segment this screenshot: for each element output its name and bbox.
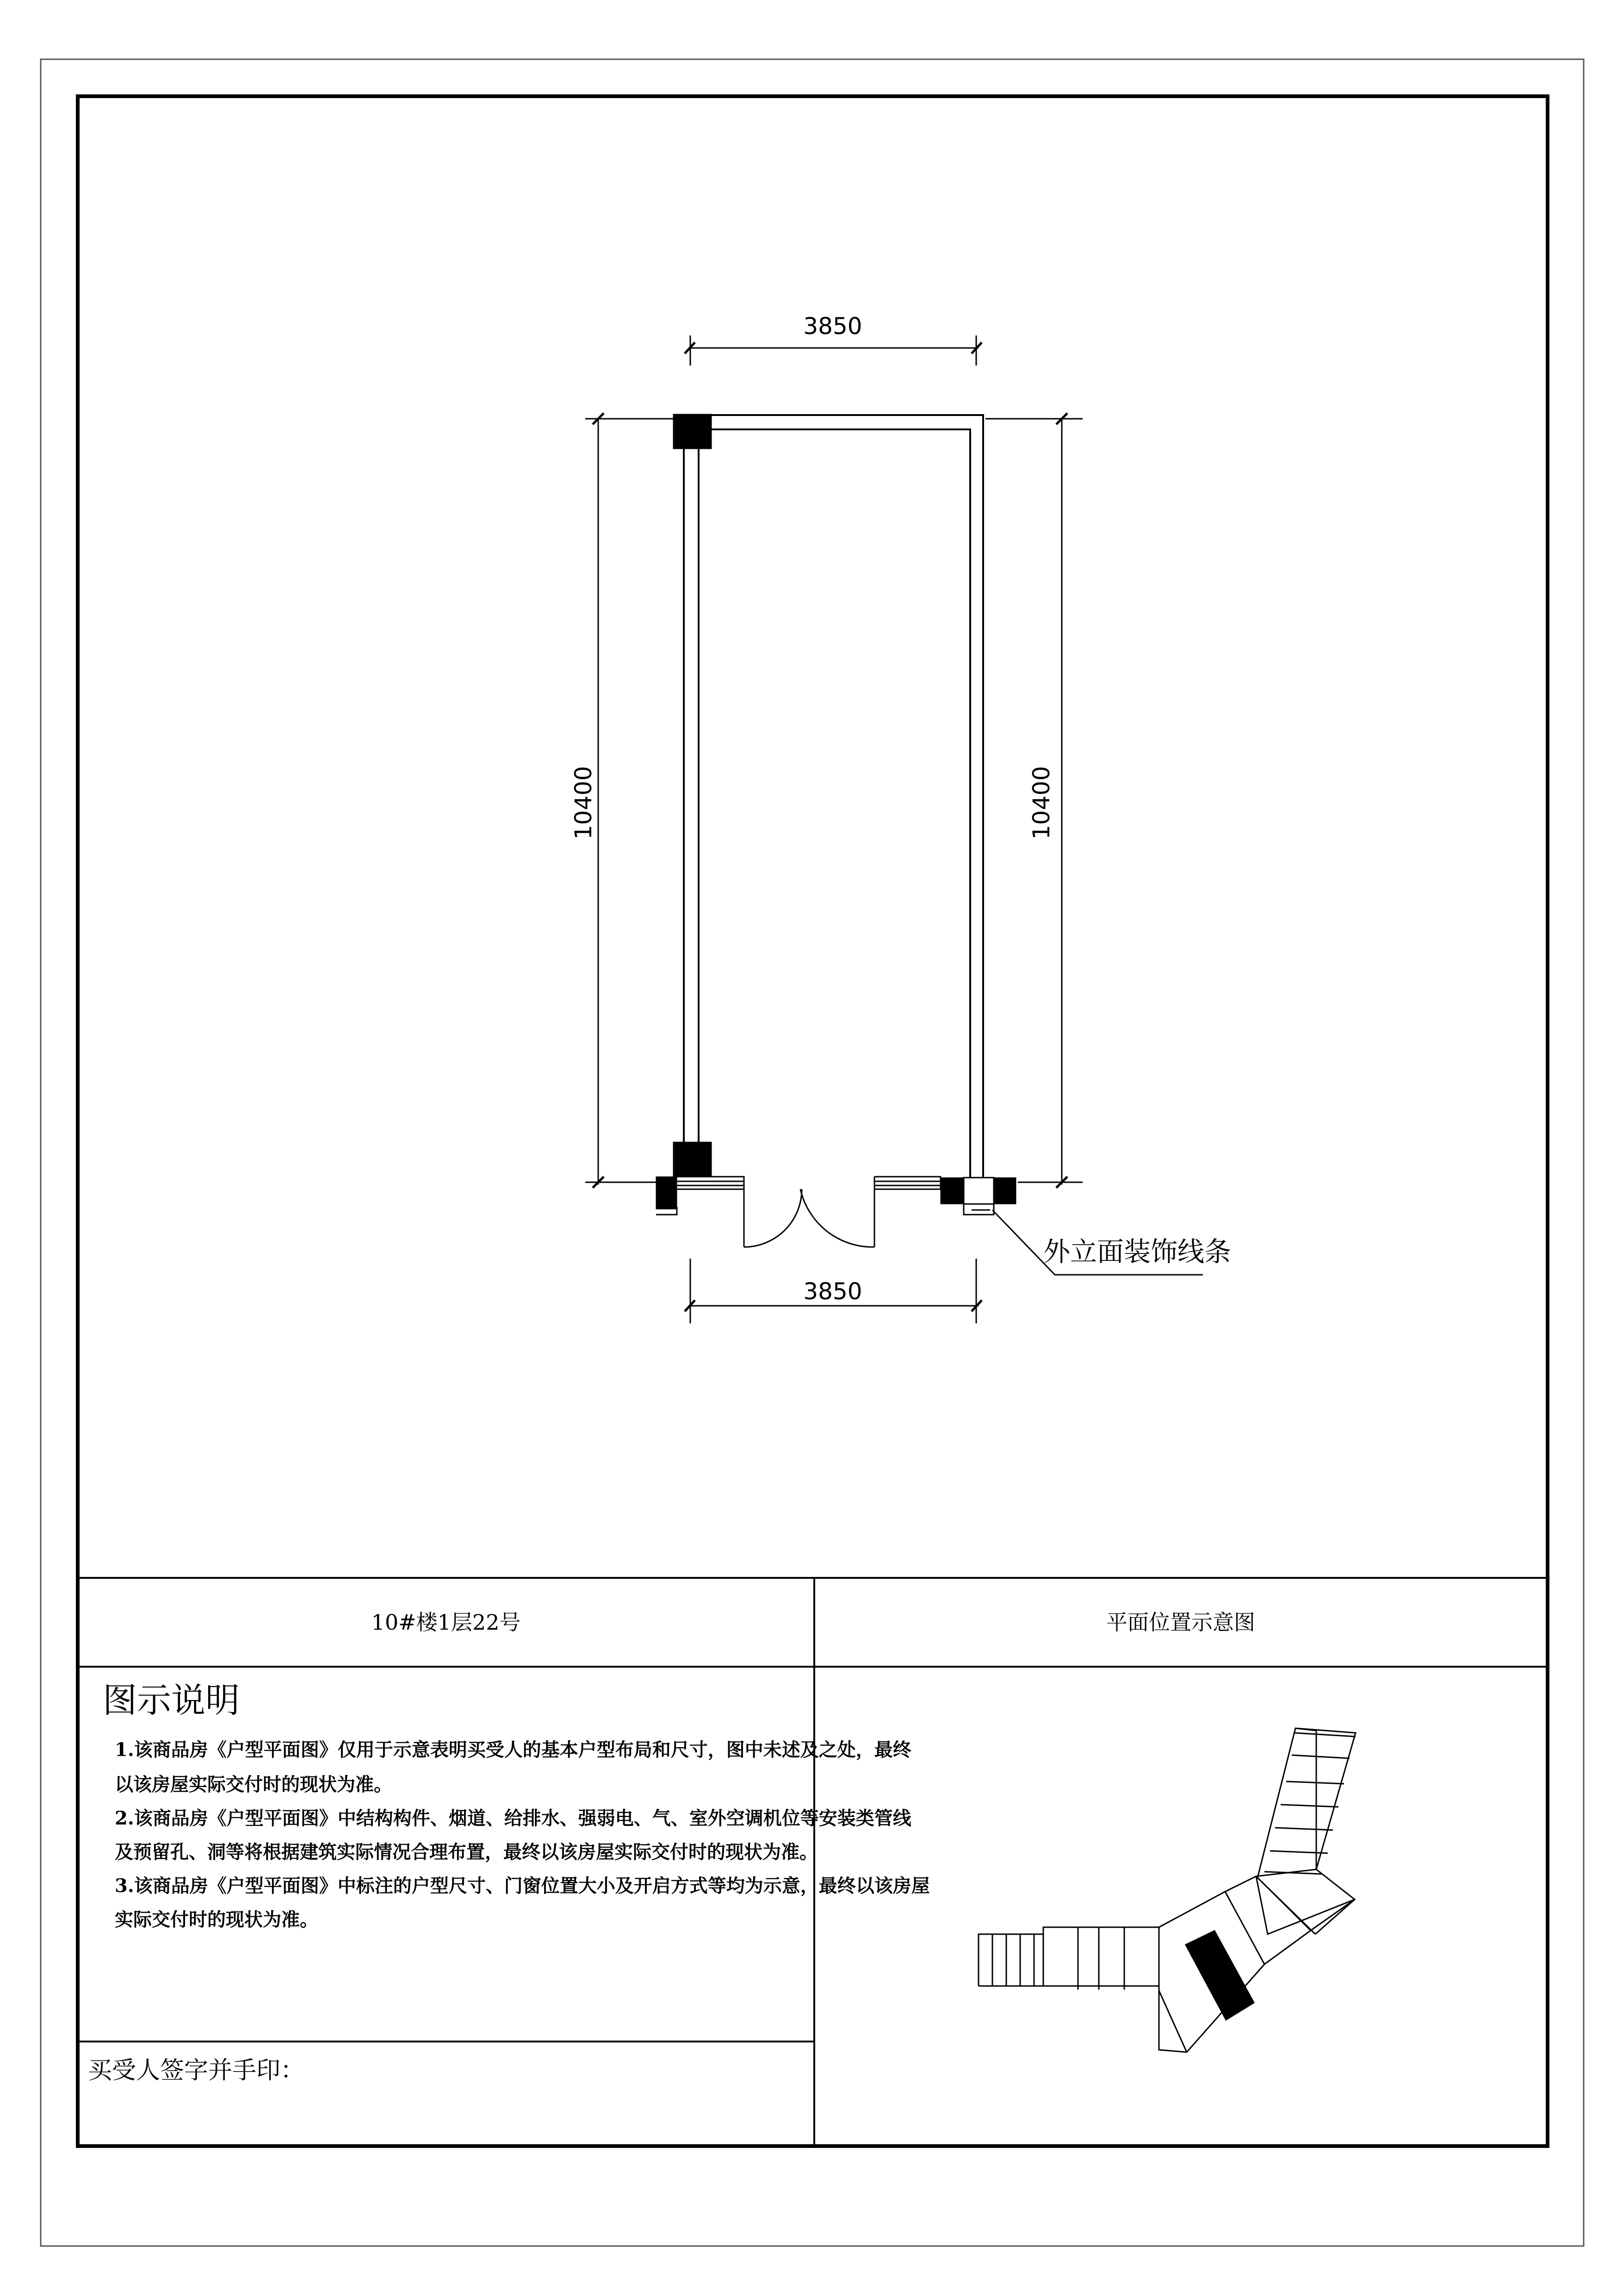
dim-left-line <box>585 418 673 1185</box>
note-line: 实际交付时的现状为准。 <box>115 1909 318 1930</box>
column-bottom-left <box>673 1142 712 1177</box>
dim-bottom-label: 3850 <box>803 1278 862 1305</box>
door-right-swing <box>800 1189 874 1247</box>
notes-title: 图示说明 <box>103 1681 240 1720</box>
note-line: 2.该商品房《户型平面图》中结构构件、烟道、给排水、强弱电、气、室外空调机位等安装类管线 <box>115 1807 911 1829</box>
left-wall <box>684 449 699 1143</box>
inner-frame <box>78 96 1548 2146</box>
column-bottom-right-outer <box>994 1178 1016 1204</box>
column-bottom-right <box>941 1178 964 1204</box>
callout-label: 外立面装饰线条 <box>1043 1236 1232 1267</box>
note-line: 及预留孔、洞等将根据建筑实际情况合理布置，最终以该房屋实际交付时的现状为准。 <box>115 1841 818 1863</box>
dim-left-label: 10400 <box>570 766 597 840</box>
column-top-left <box>673 414 712 449</box>
key-plan-north-wing <box>1256 1728 1356 1934</box>
key-plan-west-wing <box>979 1927 1159 1991</box>
key-plan-highlighted-unit <box>1186 1931 1254 2020</box>
dim-top-label: 3850 <box>803 313 862 340</box>
key-plan-connector <box>1225 1876 1355 1964</box>
door-left-swing <box>744 1189 802 1247</box>
dimensions <box>585 335 1083 1323</box>
note-line: 以该房屋实际交付时的现状为准。 <box>115 1774 392 1795</box>
signature-label: 买受人签字并手印： <box>88 2057 305 2085</box>
top-wall <box>708 415 983 1178</box>
location-title: 平面位置示意图 <box>1106 1610 1255 1635</box>
dim-top-line <box>689 335 979 366</box>
note-line: 1.该商品房《户型平面图》仅用于示意表明买受人的基本户型布局和尺寸，图中未述及之处，最终 <box>115 1739 911 1761</box>
door-jambs <box>744 1177 874 1189</box>
note-line: 3.该商品房《户型平面图》中标注的户型尺寸、门窗位置大小及开启方式等均为示意，最终以该房屋 <box>115 1875 930 1897</box>
floor-plan <box>656 414 1016 1247</box>
facade-trim-right-box <box>964 1178 994 1215</box>
dim-right-label: 10400 <box>1028 766 1055 840</box>
facade-trim-right <box>874 1177 941 1189</box>
location-key-plan <box>979 1728 1356 2052</box>
facade-trim-left <box>677 1177 744 1189</box>
unit-name: 10#楼1层22号 <box>371 1610 521 1635</box>
